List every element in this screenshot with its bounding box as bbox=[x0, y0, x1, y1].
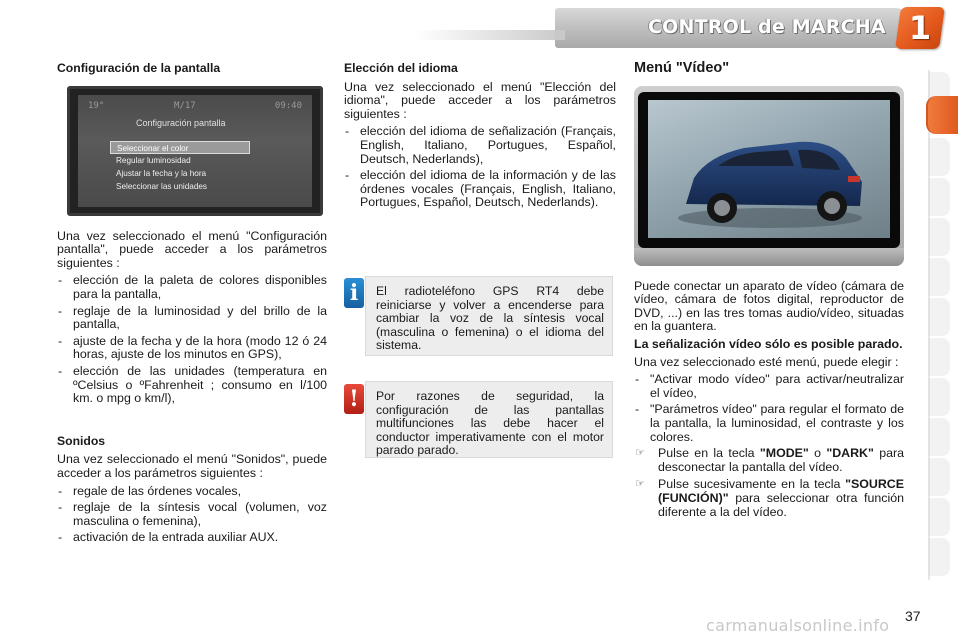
display-menu-item-selected: Seleccionar el color bbox=[110, 141, 250, 154]
display-temp: 19° bbox=[88, 100, 105, 111]
list-item: - "Activar modo vídeo" para activar/neutralizar el vídeo, bbox=[634, 373, 904, 400]
key-dark: "DARK" bbox=[826, 446, 874, 461]
sonidos-list bbox=[57, 485, 327, 545]
display-menu-item: Seleccionar las unidades bbox=[116, 181, 208, 191]
sonidos-intro: Una vez seleccionado el menú "Sonidos", puede acceder a los parámetros siguientes : bbox=[57, 452, 327, 480]
side-tab bbox=[928, 418, 950, 456]
display-menu-item: Ajustar la fecha y la hora bbox=[116, 168, 207, 178]
side-tab bbox=[928, 298, 950, 336]
info-icon: i bbox=[344, 278, 364, 308]
side-tab bbox=[928, 458, 950, 496]
side-tab bbox=[928, 178, 950, 216]
side-tab bbox=[928, 138, 950, 176]
screen-config-photo bbox=[67, 86, 323, 216]
screen-config-list bbox=[57, 274, 327, 405]
section-heading-language: Elección del idioma bbox=[344, 61, 458, 75]
list-item: - elección de las unidades (temperatura en ºCelsius o ºFahrenheit ; consumo en l/100 km. o mpg o km/l), bbox=[57, 365, 327, 406]
screen-base bbox=[634, 248, 904, 266]
side-tab bbox=[928, 498, 950, 536]
page-title: CONTROL de MARCHA bbox=[648, 16, 886, 38]
column-screen-config bbox=[57, 62, 327, 548]
tip-text: Pulse en la tecla bbox=[658, 446, 760, 461]
side-tab bbox=[928, 538, 950, 576]
list-item: - activación de la entrada auxiliar AUX. bbox=[57, 531, 327, 545]
warning-note: Por razones de seguridad, la configuración de las pantallas multifunciones las debe hacer el conductor imperativamente con el motor parado parado. bbox=[365, 381, 613, 458]
list-item: - reglaje de la luminosidad y del brillo de la pantalla, bbox=[57, 305, 327, 332]
side-tab bbox=[928, 218, 950, 256]
chapter-number: 1 bbox=[908, 9, 932, 47]
list-item: - ajuste de la fecha y de la hora (modo 12 ó 24 horas, ajuste de los minutos en GPS), bbox=[57, 335, 327, 362]
side-tab bbox=[928, 338, 950, 376]
tip-text: para desconectar la pantalla del vídeo. bbox=[658, 446, 904, 474]
video-options-list bbox=[634, 373, 904, 444]
display-menu bbox=[110, 141, 250, 193]
language-intro: Una vez seleccionado el menú "Elección del idioma", puede acceder a los parámetros siguientes : bbox=[344, 79, 616, 121]
display-screen bbox=[78, 95, 312, 207]
section-heading-screen-config: Configuración de la pantalla bbox=[57, 61, 221, 75]
page-header bbox=[0, 0, 960, 52]
screen-config-intro: Una vez seleccionado el menú "Configuración pantalla", puede acceder a los parámetros siguientes : bbox=[57, 228, 327, 270]
list-item: - elección del idioma de señalización (Français, English, Italiano, Portugues, Español, Deutsch, Nederlands), bbox=[344, 125, 616, 166]
side-tab-active bbox=[926, 96, 958, 134]
list-item: - reglaje de la síntesis vocal (volumen, voz masculina o femenina), bbox=[57, 501, 327, 528]
list-item: - elección de la paleta de colores disponibles para la pantalla, bbox=[57, 274, 327, 301]
display-menu-item: Regular luminosidad bbox=[116, 155, 191, 165]
video-bold-note: La señalización vídeo sólo es posible parado. bbox=[634, 336, 903, 351]
column-language bbox=[344, 62, 616, 213]
video-tips-list bbox=[634, 447, 904, 519]
warning-icon: ! bbox=[344, 384, 364, 414]
tip-source bbox=[634, 478, 904, 519]
pointing-hand-icon: ☞ bbox=[635, 447, 645, 460]
display-status-bar bbox=[84, 98, 306, 112]
language-list bbox=[344, 125, 616, 210]
tip-text: o bbox=[808, 446, 827, 461]
tip-text: Pulse sucesivamente en la tecla bbox=[658, 477, 846, 492]
display-date: M/17 bbox=[174, 100, 196, 111]
section-heading-video: Menú "Vídeo" bbox=[634, 60, 730, 76]
car-image-icon bbox=[648, 100, 890, 238]
display-menu-title: Configuración pantalla bbox=[136, 117, 226, 128]
list-item: - elección del idioma de la información y de las órdenes vocales (Français, English, Italiano, Portugues, Español, Deutsch, Nederlands). bbox=[344, 169, 616, 210]
pointing-hand-icon: ☞ bbox=[635, 478, 645, 491]
list-item: - regale de las órdenes vocales, bbox=[57, 485, 327, 499]
tip-text: para seleccionar otra función diferente a la del vídeo. bbox=[658, 490, 904, 519]
section-heading-sonidos: Sonidos bbox=[57, 433, 106, 448]
side-tab bbox=[928, 378, 950, 416]
display-clock: 09:40 bbox=[274, 100, 302, 111]
tip-mode-dark bbox=[634, 447, 904, 474]
video-display bbox=[648, 100, 890, 238]
key-source: "SOURCE (FUNCIÓN)" bbox=[658, 477, 904, 505]
list-item: - "Parámetros vídeo" para regular el formato de la pantalla, la luminosidad, el contraste y los colores. bbox=[634, 403, 904, 444]
video-intro: Puede conectar un aparato de vídeo (cámara de vídeo, cámara de fotos digital, reproductor de DVD, ...) en las tres tomas audio/vídeo, situadas en la guantera. bbox=[634, 278, 904, 334]
info-note: El radioteléfono GPS RT4 debe reiniciarse y volver a encenderse para cambiar la voz de la síntesis vocal (masculina o femenina) o el idioma del sistema. bbox=[365, 276, 613, 356]
page-number: 37 bbox=[905, 608, 921, 624]
column-video bbox=[634, 62, 904, 523]
video-menu-intro: Una vez seleccionado esté menú, puede elegir : bbox=[634, 354, 899, 369]
watermark: carmanualsonline.info bbox=[706, 616, 890, 635]
key-mode: "MODE" bbox=[759, 446, 809, 461]
video-screen-photo bbox=[634, 86, 904, 266]
side-tab bbox=[928, 258, 950, 296]
